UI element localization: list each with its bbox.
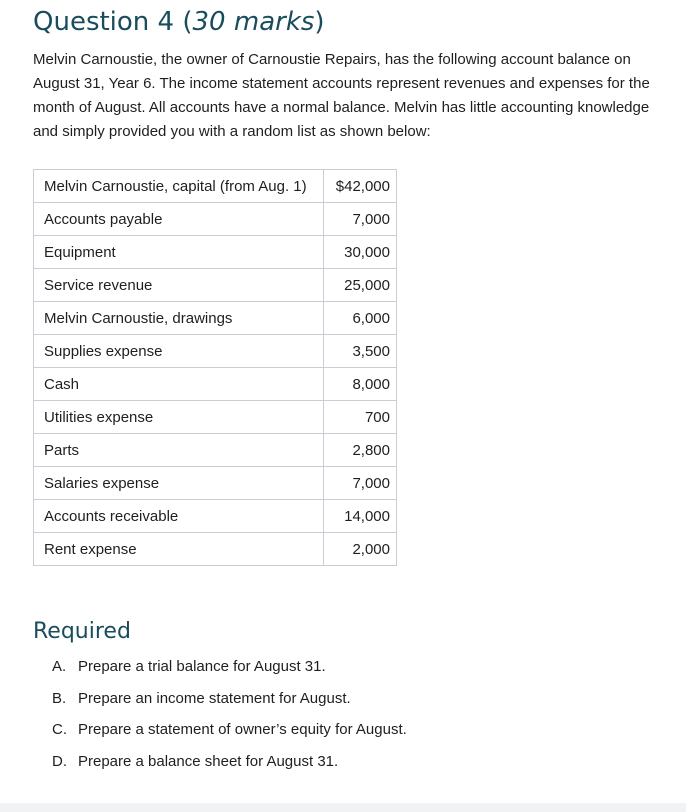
account-amount: 6,000: [324, 302, 397, 335]
intro-paragraph: Melvin Carnoustie, the owner of Carnoustie Repairs, has the following account balance on August 31, Year 6. The income statement accounts represent revenues and expenses for the month of August. All accounts have a normal balance. Melvin has little accounting knowledge and simply provided you with a random list as shown below:: [33, 51, 650, 140]
account-amount: 25,000: [324, 269, 397, 302]
table-row: [34, 368, 397, 401]
account-amount: 2,800: [324, 434, 397, 467]
account-name: Supplies expense: [34, 335, 324, 368]
list-item: [52, 651, 407, 683]
table-row: [34, 533, 397, 566]
task-text: Prepare a statement of owner’s equity for August.: [78, 721, 407, 738]
account-name: Salaries expense: [34, 467, 324, 500]
account-amount: 30,000: [324, 236, 397, 269]
task-letter: D.: [52, 752, 67, 770]
account-name: Rent expense: [34, 533, 324, 566]
task-text: Prepare a trial balance for August 31.: [78, 658, 326, 675]
page-bottom-divider: [0, 803, 686, 812]
account-name: Service revenue: [34, 269, 324, 302]
task-text: Prepare an income statement for August.: [78, 689, 351, 707]
table-row: [34, 500, 397, 533]
account-name: Equipment: [34, 236, 324, 269]
table-row: [34, 269, 397, 302]
required-task-list: [52, 651, 407, 777]
account-name: Accounts payable: [34, 203, 324, 236]
question-marks: 30 marks: [192, 7, 315, 37]
question-title: [33, 4, 325, 40]
account-amount: 700: [324, 401, 397, 434]
account-amount: $42,000: [324, 170, 397, 203]
list-item: [52, 714, 407, 746]
table-row: [34, 170, 397, 203]
task-text: Prepare a balance sheet for August 31.: [78, 752, 339, 770]
table-row: [34, 434, 397, 467]
table-row: [34, 236, 397, 269]
task-letter: B.: [52, 689, 67, 707]
required-heading: Required: [33, 619, 131, 644]
account-name: Accounts receivable: [34, 500, 324, 533]
task-letter: C.: [52, 721, 67, 738]
table-row: [34, 335, 397, 368]
account-name: Melvin Carnoustie, capital (from Aug. 1): [34, 170, 324, 203]
table-row: [34, 467, 397, 500]
account-name: Parts: [34, 434, 324, 467]
account-amount: 14,000: [324, 500, 397, 533]
list-item: [52, 746, 407, 778]
table-row: [34, 302, 397, 335]
account-name: Melvin Carnoustie, drawings: [34, 302, 324, 335]
question-title-main: Question 4 (: [33, 7, 193, 37]
account-amount: 7,000: [324, 467, 397, 500]
table-row: [34, 401, 397, 434]
account-amount: 7,000: [324, 203, 397, 236]
account-amount: 8,000: [324, 368, 397, 401]
account-amount: 3,500: [324, 335, 397, 368]
list-item: [52, 683, 407, 715]
account-balance-table: [33, 169, 397, 566]
table-row: [34, 203, 397, 236]
task-letter: A.: [52, 658, 67, 675]
account-name: Utilities expense: [34, 401, 324, 434]
account-name: Cash: [34, 368, 324, 401]
question-title-close: ): [314, 7, 325, 37]
account-amount: 2,000: [324, 533, 397, 566]
